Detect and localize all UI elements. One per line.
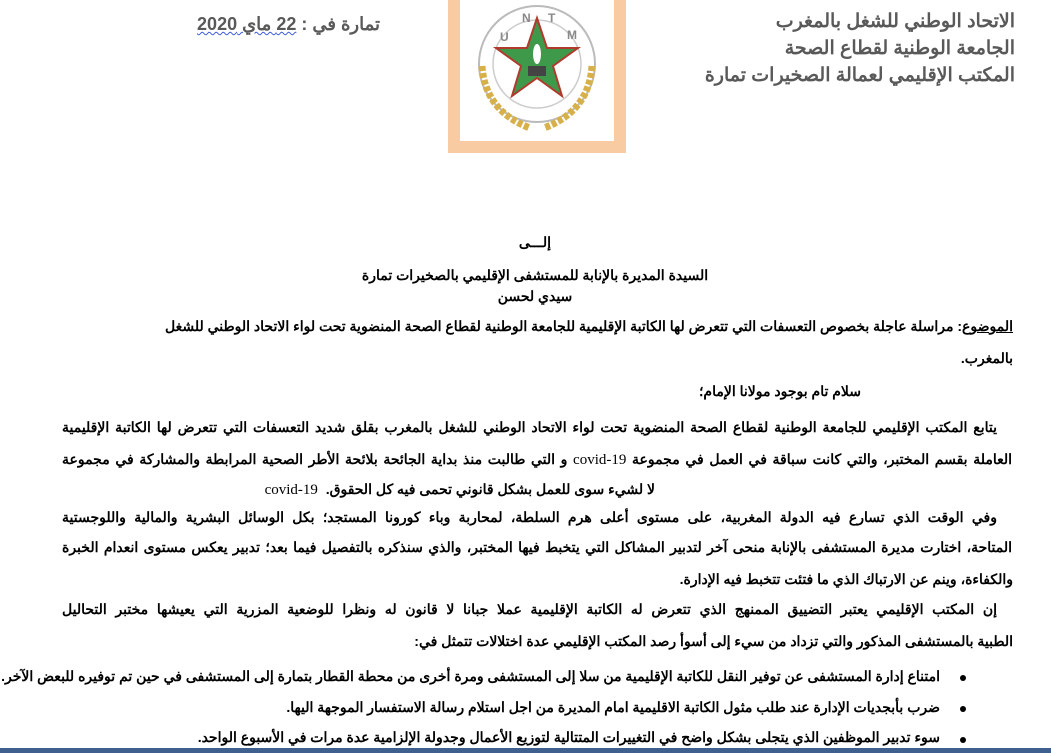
document-date [197, 14, 380, 35]
greeting: سلام تام بوجود مولانا الإمام؛ [698, 383, 861, 399]
list-item: امتناع إدارة المستشفى عن توفير النقل للكاتبة الإقليمية من سلا إلى المستشفى ومرة أخرى من محطة القطار بتمارة إلى المستشفى في حين تم توفيره للبعض الآخر. [1, 668, 940, 684]
text-segment: لا لشيء سوى للعمل بشكل قانوني تحمى فيه كل الحقوق. [325, 481, 655, 497]
org-name-line: الاتحاد الوطني للشغل بالمغرب [775, 11, 1015, 32]
text-segment: و التي طالبت منذ بداية الجائحة بلائحة الأطر الصحية المرابطة والمشاركة في مجموعة [62, 451, 568, 467]
subject-continuation: بالمغرب. [960, 350, 1013, 366]
paragraph-line: إن المكتب الإقليمي يعتبر التضييق الممنهج الذي تتعرض له الكاتبة الإقليمية عملا جبانا لا قانون له ونظرا للوضعية المزرية التي يعيشها مختبر التحاليل [62, 601, 997, 617]
date-value: 22 ماي 2020 [197, 14, 297, 34]
logo-emblem-icon [460, 0, 614, 141]
recipient-name: سيدي لحسن [497, 288, 573, 304]
paragraph-line: والكفاءة، وينم عن الارتباك الذي ما فتئت تتخبط فيه الإدارة. [679, 571, 1013, 587]
subject-text: : مراسلة عاجلة بخصوص التعسفات التي تتعرض لها الكاتبة الإقليمية للجامعة الوطنية لقطاع الصحة المنضوية تحت لواء الاتحاد الوطني للشغل [164, 318, 963, 334]
paragraph-line: المتاحة، اختارت مديرة المستشفى بالإنابة منحى آخر لتدبير المشاكل التي يتخبط فيها المختبر، والذي سنذكره بالتفصيل فيما بعد؛ تدبير يعكس مستوى انعدام الخبرة [62, 539, 1012, 555]
bullet-icon [960, 706, 966, 712]
date-prefix: تمارة في : [301, 14, 380, 34]
paragraph-line [265, 481, 655, 499]
paragraph-line: يتابع المكتب الإقليمي للجامعة الوطنية لقطاع الصحة المنضوية تحت لواء الاتحاد الوطني للشغل بالمغرب بقلق شديد التعسفات التي تتعرض لها الكاتبة الإقليمية [62, 419, 997, 435]
svg-text:U: U [500, 30, 509, 44]
svg-text:T: T [548, 11, 556, 25]
recipient-title: السيدة المديرة بالإنابة للمستشفى الإقليمي بالصخيرات تمارة [361, 267, 709, 283]
covid-term: covid-19 [573, 452, 627, 468]
paragraph-line: وفي الوقت الذي تسارع فيه الدولة المغربية، على مستوى أعلى هرم السلطة، لمحاربة وباء كورونا المستجد؛ بكل الوسائل البشرية والمالية واللوجستية [62, 509, 997, 525]
union-logo [448, 0, 626, 153]
covid-term: covid-19 [264, 482, 318, 498]
subject-label: الموضوع [962, 318, 1013, 334]
list-item: سوء تدبير الموظفين الذي يتجلى بشكل واضح في التغييرات المتتالية لتوزيع الأعمال وجدولة الإلزامية عدة مرات في الأسبوع الواحد. [197, 729, 940, 745]
svg-text:M: M [567, 28, 577, 42]
paragraph-line [62, 451, 1012, 469]
subject-line [165, 318, 1013, 335]
list-item: ضرب بأبجديات الإدارة عند طلب مثول الكاتبة الاقليمية امام المديرة من اجل استلام رسالة الاستفسار الموجهة اليها. [286, 699, 940, 715]
page-bottom-bar [0, 748, 1051, 753]
federation-name-line: الجامعة الوطنية لقطاع الصحة [784, 38, 1015, 59]
paragraph-line: الطبية بالمستشفى المذكور والتي تزداد من سيء إلى أسوأ رصد المكتب الإقليمي عدة اختلالات تتمثل في: [414, 633, 1013, 649]
svg-text:N: N [522, 11, 531, 25]
text-segment: العاملة بقسم المختبر، والتي كانت سباقة في العمل في مجموعة [632, 451, 1013, 467]
recipient-to: إلـــى [518, 234, 552, 250]
office-name-line: المكتب الإقليمي لعمالة الصخيرات تمارة [704, 65, 1015, 86]
bullet-icon [960, 737, 966, 743]
bullet-icon [960, 675, 966, 681]
